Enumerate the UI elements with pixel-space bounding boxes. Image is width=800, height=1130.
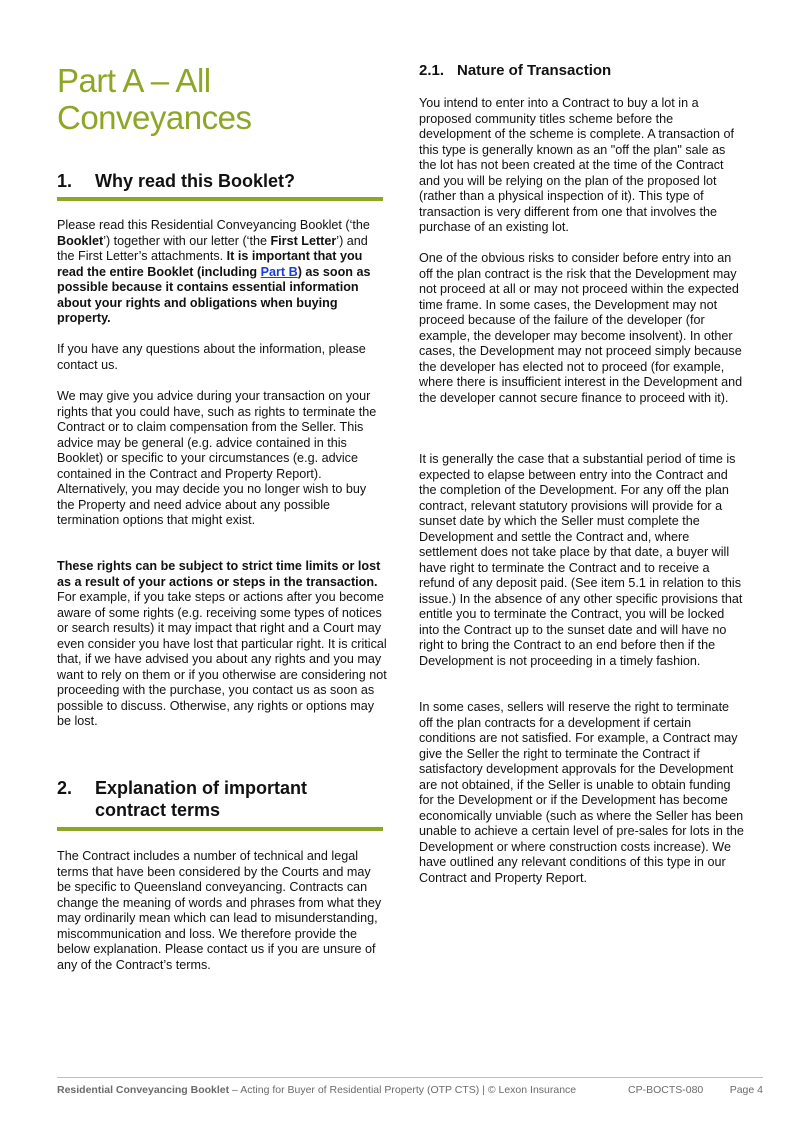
section-2-1-paragraph-4: In some cases, sellers will reserve the right to terminate off the plan contracts for a development if certain conditions are not satisfied. For example, a Contract may give the Seller the right to terminate the Contract if satisfactory development approvals for the Development are not obtained, if the Seller is unable to obtain funding for the Development or if the Development has become economically unviable (such as where the Seller has been unable to achieve a certain level of pre-sales for lots in the Development or where construction costs increase). We have outlined any relevant conditions of this type in our Contract and Property Report. [419, 700, 744, 885]
section-2-rule [57, 827, 383, 831]
section-1-number: 1. [57, 171, 73, 191]
section-2-1-paragraph-1: You intend to enter into a Contract to buy a lot in a proposed community titles scheme before the development of the scheme is complete. A transaction of this type is generally known as an "off the plan" sale as the lot has not been created at the time of the Contract and you will be relying on the plan of the proposed lot (rather than a physical inspection of it). This type of transaction is very different from one that involves the purchase of an existing lot. [419, 96, 735, 234]
text-run: It is important that you read the entire Booklet (including [57, 249, 363, 279]
text-run: These rights can be subject to strict time limits or lost as a result of your actions or steps in the transaction. [57, 559, 381, 589]
text-run: – Acting for Buyer of Residential Property (OTP CTS) | © Lexon Insurance [229, 1084, 577, 1096]
footer-booklet-title [57, 1084, 576, 1097]
text-run: ’) and the First Letter’s attachments. [57, 233, 368, 263]
section-1-title: Why read this Booklet? [95, 171, 296, 191]
section-1-paragraph-3: We may give you advice during your transaction on your rights that you could have, such as rights to terminate the Contract or to claim compensation from the Seller. This advice may be general (e.g. advice contained in this Booklet) or specific to your circumstances (e.g. advice contained in the Contract and Property Report). Alternatively, you may decide you no longer wish to buy the Property and need advice about any possible termination options that might exist. [57, 389, 377, 527]
section-1-paragraph-4 [57, 559, 387, 730]
section-2-title: Explanation of important contract terms [95, 778, 308, 820]
section-2-1-paragraph-2: One of the obvious risks to consider before entry into an off the plan contract is the risk that the Development may not proceed at all or may not proceed within the expected time frame. In some cases, the Development may not proceed because of the failure of the developer (for example, the developer may become insolvent). In other cases, the Development may not proceed simply because the developer has elected not to proceed (for example, where there is insufficient interest in the Development and the developer cannot secure finance to proceed with it). [419, 251, 743, 405]
section-2-1-title: Nature of Transaction [457, 62, 612, 79]
section-1-rule [57, 197, 383, 201]
footer-rule [57, 1077, 763, 1078]
text-run: Booklet [57, 233, 104, 248]
page-number: Page 4 [729, 1084, 763, 1096]
section-2-paragraph-1: The Contract includes a number of technical and legal terms that have been considered by the Courts and may be specific to Queensland conveyancing. Contracts can change the meaning of words and phrases from what they may ordinarily mean which can lead to misunderstanding, miscommunication and loss. We therefore provide the below explanation. Please contact us if you are unsure of any of the Contract’s terms. [57, 849, 382, 972]
section-1-paragraph-1 [57, 218, 387, 327]
section-2-1-number: 2.1. [419, 62, 445, 79]
section-2-1-paragraph-3: It is generally the case that a substantial period of time is expected to elapse between entry into the Contract and the completion of the Development. For any off the plan contract, relevant statutory provisions will provide for a sunset date by which the Seller must complete the Development and settle the Contract and, where settlement does not take place by that date, a buyer will have right to terminate the Contract and to receive a refund of any deposit paid. (See item 5.1 in relation to this issue.) In the absence of any other specific provisions that entitle you to terminate the Contract, you will be locked into the Contract up to the sunset date and will have no right to bring the Contract to an end before then if the Development is not proceeding in a timely fashion. [419, 452, 743, 668]
section-1-paragraph-2: If you have any questions about the information, please contact us. [57, 342, 366, 372]
section-2-1-heading [419, 62, 745, 80]
section-2-number: 2. [57, 778, 73, 798]
text-run: For example, if you take steps or actions after you become aware of some rights (e.g. receiving some types of notices or search results) it may impact that right and a Court may even consider you have lost that particular right. It is critical that, if we have advised you about any rights and you may want to rely on them or if you otherwise are considering not proceeding with the purchase, you contact us as soon as possible to discuss. Otherwise, any rights or options may be lost. [57, 590, 387, 728]
text-run: ’) together with our letter (‘the [103, 233, 271, 248]
text-run: First Letter [270, 233, 337, 248]
page-title: Part A – All Conveyances [57, 62, 252, 136]
text-run: ) as soon as possible because it contains essential information about your rights and obligations when buying property. [57, 264, 371, 325]
part-b-link[interactable]: Part B [260, 264, 298, 279]
footer-code: CP-BOCTS-080 [628, 1084, 704, 1096]
text-run: Residential Conveyancing Booklet [57, 1084, 230, 1096]
text-run: Please read this Residential Conveyancing Booklet (‘the [57, 218, 370, 232]
